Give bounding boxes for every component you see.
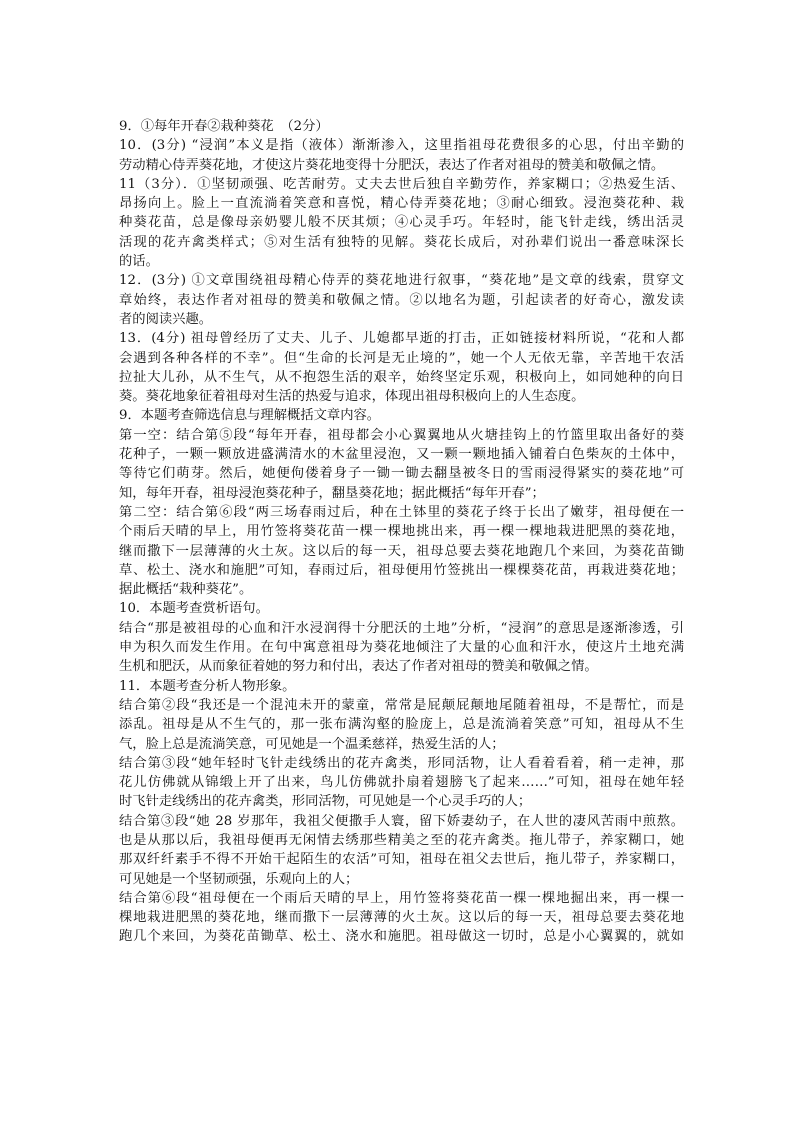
paragraph bbox=[119, 175, 684, 271]
text-line: 气，脸上总是流淌笑意，可见她是一个温柔慈祥，热爱生活的人； bbox=[119, 736, 505, 752]
text-line: 结合第⑥段“祖母便在一个雨后天晴的早上，用竹签将葵花苗一棵一棵地掘出来，再一棵一 bbox=[119, 890, 684, 906]
paragraph bbox=[119, 271, 684, 329]
text-line: 跑几个来回，为葵花苗锄草、松土、浇水和施肥。祖母做这一切时，总是小心翼翼的，就如 bbox=[119, 929, 684, 945]
text-line: 可见她是一个坚韧顽强，乐观向上的人； bbox=[119, 871, 359, 887]
paragraph bbox=[119, 426, 684, 503]
text-line: 那双纤纤素手不得不开始干起陌生的农活”可知，祖母在祖父去世后，拖儿带子，养家糊口， bbox=[119, 852, 684, 868]
text-line: 也是从那以后，我祖母便再无闲情去绣那些精美之至的花卉禽类。拖儿带子，养家糊口，她 bbox=[119, 832, 684, 848]
text-line: 章始终，表达作者对祖母的赞美和敬佩之情。②以地名为题，引起读者的好奇心，激发读 bbox=[119, 292, 684, 308]
text-line: 时飞针走线绣出的花卉禽类，形同活物，可见她是一个心灵手巧的人； bbox=[119, 794, 532, 810]
text-line: 种葵花苗，总是像母亲奶婴儿般不厌其烦；④心灵手巧。年轻时，能飞针走线，绣出活灵 bbox=[119, 215, 684, 231]
text-line: 据此概括“栽种葵花”。 bbox=[119, 582, 253, 598]
text-line: 结合第③段“她 28 岁那年，我祖父便撒手人寰，留下娇妻幼子，在人世的凄风苦雨中煎熬。 bbox=[119, 813, 684, 829]
text-line: 12．(3分) ①文章围绕祖母精心侍弄的葵花地进行叙事，“葵花地”是文章的线索，贯穿文 bbox=[119, 273, 684, 289]
paragraph bbox=[119, 599, 684, 618]
text-line: 添乱。祖母是从不生气的，那一张布满沟壑的脸庞上，总是流淌着笑意”可知，祖母从不生 bbox=[119, 717, 684, 733]
paragraph bbox=[119, 117, 684, 136]
paragraph bbox=[119, 329, 684, 406]
text-line: 继而撒下一层薄薄的火土灰。这以后的每一天，祖母总要去葵花地跑几个来回，为葵花苗锄 bbox=[119, 543, 684, 559]
text-line: 申为积久而发生作用。在句中寓意祖母为葵花地倾注了大量的心血和汗水，使这片土地充满 bbox=[119, 640, 684, 656]
text-line: 花种子，一颗一颗放进盛满清水的木盆里浸泡，又一颗一颗地插入铺着白色柴灰的土体中， bbox=[119, 447, 684, 463]
text-line: 第二空：结合第⑥段“两三场春雨过后，种在土钵里的葵花子终于长出了嫩芽，祖母便在一 bbox=[119, 504, 684, 520]
text-line: 结合第②段“我还是一个混沌未开的蒙童，常常是屁颠屁颠地尾随着祖母，不是帮忙，而是 bbox=[119, 697, 684, 713]
text-line: 生机和肥沃，从而象征着她的努力和付出，表达了作者对祖母的赞美和敬佩之情。 bbox=[119, 659, 598, 675]
text-line: 花儿仿佛就从锦缎上开了出来，鸟儿仿佛就扑扇着翅膀飞了起来……”可知，祖母在她年轻 bbox=[119, 775, 684, 791]
answer-document bbox=[119, 117, 684, 947]
text-line: 个雨后天晴的早上，用竹签将葵花苗一棵一棵地挑出来，再一棵一棵地栽进肥黑的葵花地， bbox=[119, 524, 684, 540]
text-line: 9．本题考查筛选信息与理解概括文章内容。 bbox=[119, 408, 381, 424]
text-line: 拉扯大儿孙，从不生气，从不抱怨生活的艰辛，始终坚定乐观，积极向上，如同她种的向日 bbox=[119, 369, 684, 385]
paragraph bbox=[119, 754, 684, 812]
text-line: 9．①每年开春②栽种葵花 （2分） bbox=[119, 119, 329, 134]
text-line: 昂扬向上。脸上一直流淌着笑意和喜悦，精心侍弄葵花地；③耐心细致。浸泡葵花种、栽 bbox=[119, 196, 684, 212]
text-line: 葵。葵花地象征着祖母对生活的热爱与追求，体现出祖母积极向上的人生态度。 bbox=[119, 389, 585, 405]
text-line: 13．(4分) 祖母曾经历了丈夫、儿子、儿媳都早逝的打击，正如链接材料所说，“花和人都 bbox=[119, 331, 684, 347]
paragraph bbox=[119, 619, 684, 677]
text-line: 10．(3分) “浸润”本义是指（液体）渐渐渗入，这里指祖母花费很多的心思，付出辛勤的 bbox=[119, 138, 684, 154]
text-line: 会遇到各种各样的不幸”。但“生命的长河是无止境的”，她一个人无依无靠，辛苦地干农活 bbox=[119, 350, 684, 366]
paragraph bbox=[119, 677, 684, 696]
text-line: 11（3分）．①坚韧顽强、吃苦耐劳。丈夫去世后独自辛勤劳作，养家糊口；②热爱生活、 bbox=[119, 176, 684, 192]
text-line: 第一空：结合第⑤段“每年开春，祖母都会小心翼翼地从火塘挂钩上的竹篮里取出备好的葵 bbox=[119, 427, 684, 443]
text-line: 结合“那是被祖母的心血和汗水浸润得十分肥沃的土地”分析，“浸润”的意思是逐渐渗透，引 bbox=[119, 620, 684, 636]
paragraph bbox=[119, 696, 684, 754]
text-line: 知，每年开春，祖母浸泡葵花种子，翻垦葵花地；据此概括“每年开春”； bbox=[119, 485, 545, 501]
paragraph bbox=[119, 406, 684, 425]
text-line: 等待它们萌芽。然后，她便佝偻着身子一锄一锄去翻垦被冬日的雪雨浸得紧实的葵花地”可 bbox=[119, 466, 684, 482]
text-line: 劳动精心侍弄葵花地，才使这片葵花地变得十分肥沃，表达了作者对祖母的赞美和敬佩之情。 bbox=[119, 157, 665, 173]
text-line: 结合第③段“她年轻时飞针走线绣出的花卉禽类，形同活物，让人看着看着，稍一走神，那 bbox=[119, 755, 684, 771]
text-line: 的话。 bbox=[119, 254, 159, 270]
paragraph bbox=[119, 889, 684, 947]
paragraph bbox=[119, 136, 684, 175]
paragraph bbox=[119, 503, 684, 599]
paragraph bbox=[119, 812, 684, 889]
text-line: 草、松土、浇水和施肥”可知，春雨过后，祖母便用竹签挑出一棵棵葵花苗，再栽进葵花地； bbox=[119, 562, 684, 578]
text-line: 11．本题考查分析人物形象。 bbox=[119, 678, 296, 694]
text-line: 者的阅读兴趣。 bbox=[119, 311, 213, 327]
text-line: 活现的花卉禽类样式；⑤对生活有独特的见解。葵花长成后，对孙辈们说出一番意味深长 bbox=[119, 234, 684, 250]
text-line: 10．本题考查赏析语句。 bbox=[119, 601, 269, 617]
text-line: 棵地栽进肥黑的葵花地，继而撒下一层薄薄的火土灰。这以后的每一天，祖母总要去葵花地 bbox=[119, 910, 684, 926]
